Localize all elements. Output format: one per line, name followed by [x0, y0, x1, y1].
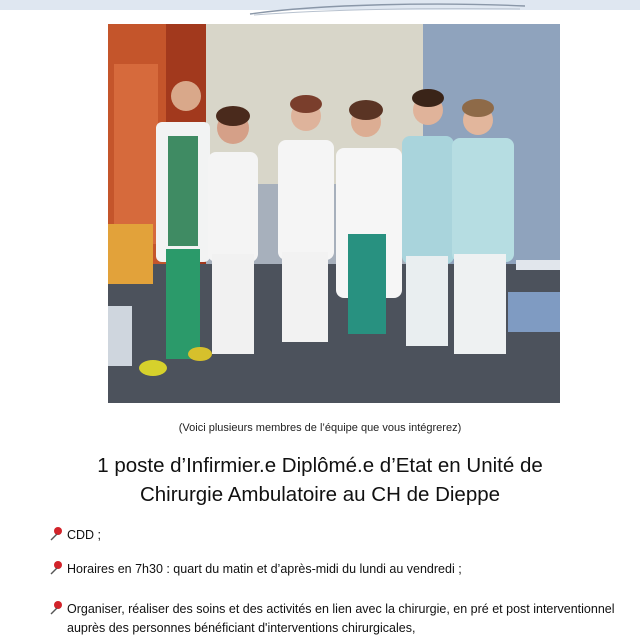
list-item-text: Organiser, réaliser des soins et des activités en lien avec la chirurgie, en pré et post interventionnel auprès des personnes bénéficiant d'interventions chirurgicales, — [67, 602, 615, 635]
photo-caption: (Voici plusieurs membres de l’équipe que vous intégrerez) — [178, 422, 462, 434]
pushpin-icon — [48, 600, 64, 616]
job-title-line-1: 1 poste d’Infirmier.e Diplômé.e d’Etat en Unité de — [97, 454, 543, 477]
list-item-text: CDD ; — [67, 528, 102, 542]
list-item-text: Horaires en 7h30 : quart du matin et d’après-midi du lundi au vendredi ; — [67, 562, 462, 576]
header-swoosh — [240, 0, 530, 22]
job-title-line-2: Chirurgie Ambulatoire au CH de Dieppe — [139, 483, 501, 506]
pushpin-icon — [48, 526, 64, 542]
pushpin-icon — [48, 560, 64, 576]
team-photo — [108, 24, 560, 403]
team-photo-illustration — [108, 24, 560, 403]
job-title — [20, 451, 620, 509]
